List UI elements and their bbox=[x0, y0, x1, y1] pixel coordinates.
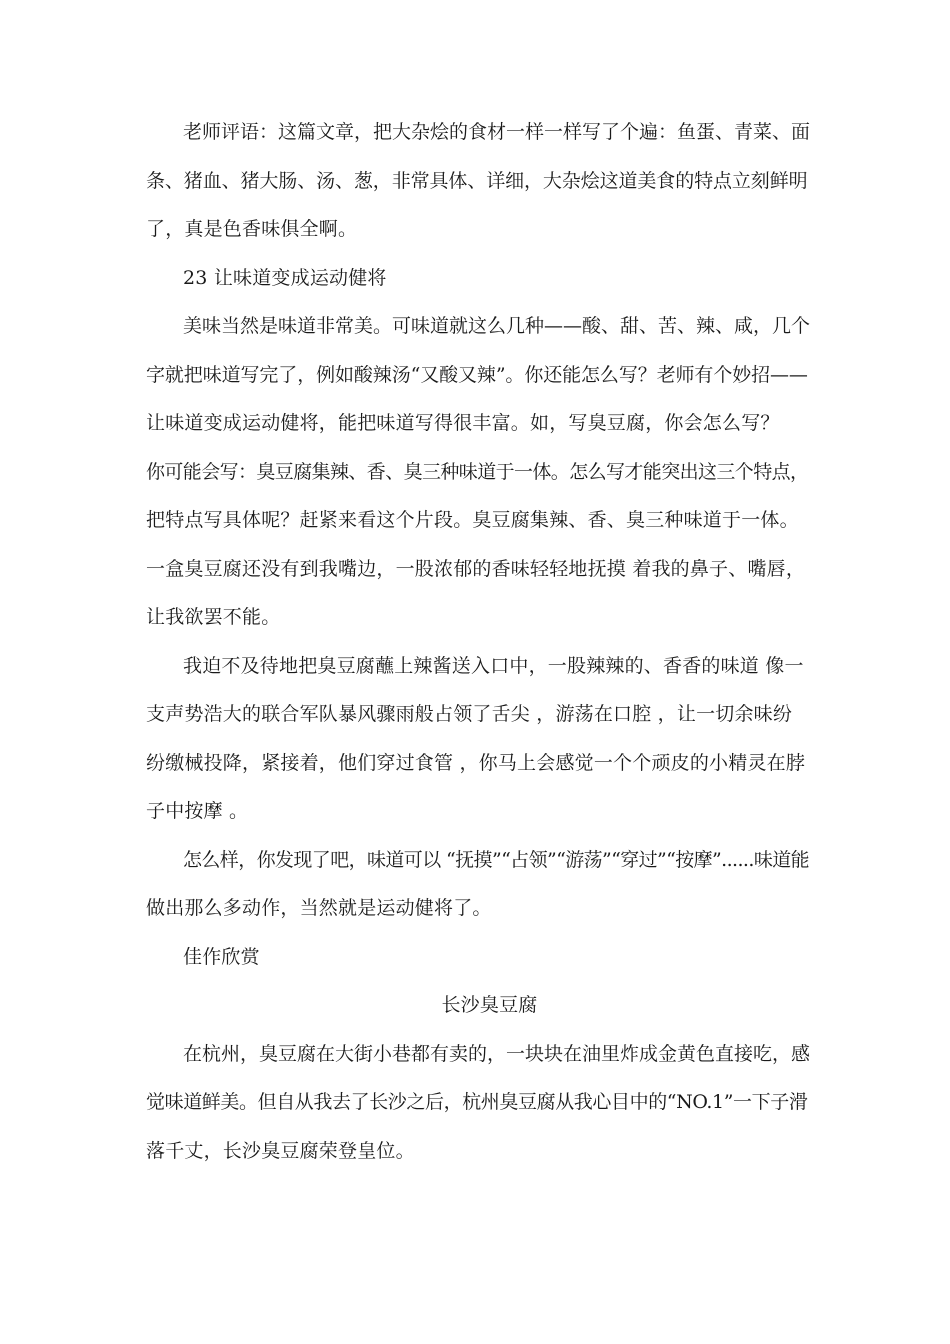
text-line: 子中按摩 。 bbox=[146, 800, 249, 822]
article-title: 长沙臭豆腐 bbox=[441, 994, 538, 1016]
text-line: 我迫不及待地把臭豆腐蘸上辣酱送入口中，一股辣辣的、香香的味道 像一 bbox=[183, 654, 804, 677]
text-line: 把特点写具体呢？赶紧来看这个片段。臭豆腐集辣、香、臭三种味道于一体。 bbox=[146, 509, 799, 531]
text-line: 字就把味道写完了，例如酸辣汤“又酸又辣”。你还能怎么写？老师有个妙招—— bbox=[146, 363, 808, 386]
text-line: 美味当然是味道非常美。可味道就这么几种——酸、甜、苦、辣、咸，几个 bbox=[183, 315, 811, 337]
text-line: 你可能会写：臭豆腐集辣、香、臭三种味道于一体。怎么写才能突出这三个特点， bbox=[146, 460, 809, 483]
text-line: 做出那么多动作，当然就是运动健将了。 bbox=[146, 897, 492, 919]
text-line: 让味道变成运动健将，能把味道写得很丰富。如，写臭豆腐，你会怎么写？ bbox=[146, 412, 780, 434]
text-line: 支声势浩大的联合军队暴风骤雨般占领了舌尖 ，游荡在口腔 ，让一切余味纷 bbox=[146, 703, 793, 725]
text-line: 23 让味道变成运动健将 bbox=[183, 266, 387, 289]
text-line: 纷缴械投降，紧接着，他们穿过食管 ，你马上会感觉一个个顽皮的小精灵在脖 bbox=[146, 751, 806, 774]
text-line: 让我欲罢不能。 bbox=[146, 606, 281, 628]
text-line: 怎么样，你发现了吧，味道可以 “抚摸”“占领”“游荡”“穿过”“按摩”......味道能 bbox=[183, 848, 810, 871]
document-body bbox=[146, 108, 811, 1175]
text-line: 佳作欣赏 bbox=[183, 945, 260, 968]
text-line: 了，真是色香味俱全啊。 bbox=[146, 218, 358, 240]
text-line: 在杭州，臭豆腐在大街小巷都有卖的，一块块在油里炸成金黄色直接吃，感 bbox=[183, 1042, 811, 1065]
text-line: 一盒臭豆腐还没有到我嘴边，一股浓郁的香味轻轻地抚摸 着我的鼻子、嘴唇， bbox=[146, 557, 806, 580]
text-line: 觉味道鲜美。但自从我去了长沙之后，杭州臭豆腐从我心目中的“NO.1”一下子滑 bbox=[146, 1091, 808, 1113]
text-line: 老师评语：这篇文章，把大杂烩的食材一样一样写了个遍：鱼蛋、青菜、面 bbox=[183, 121, 811, 143]
text-line: 条、猪血、猪大肠、汤、葱，非常具体、详细，大杂烩这道美食的特点立刻鲜明 bbox=[146, 169, 808, 192]
text-line: 落千丈，长沙臭豆腐荣登皇位。 bbox=[146, 1139, 415, 1162]
